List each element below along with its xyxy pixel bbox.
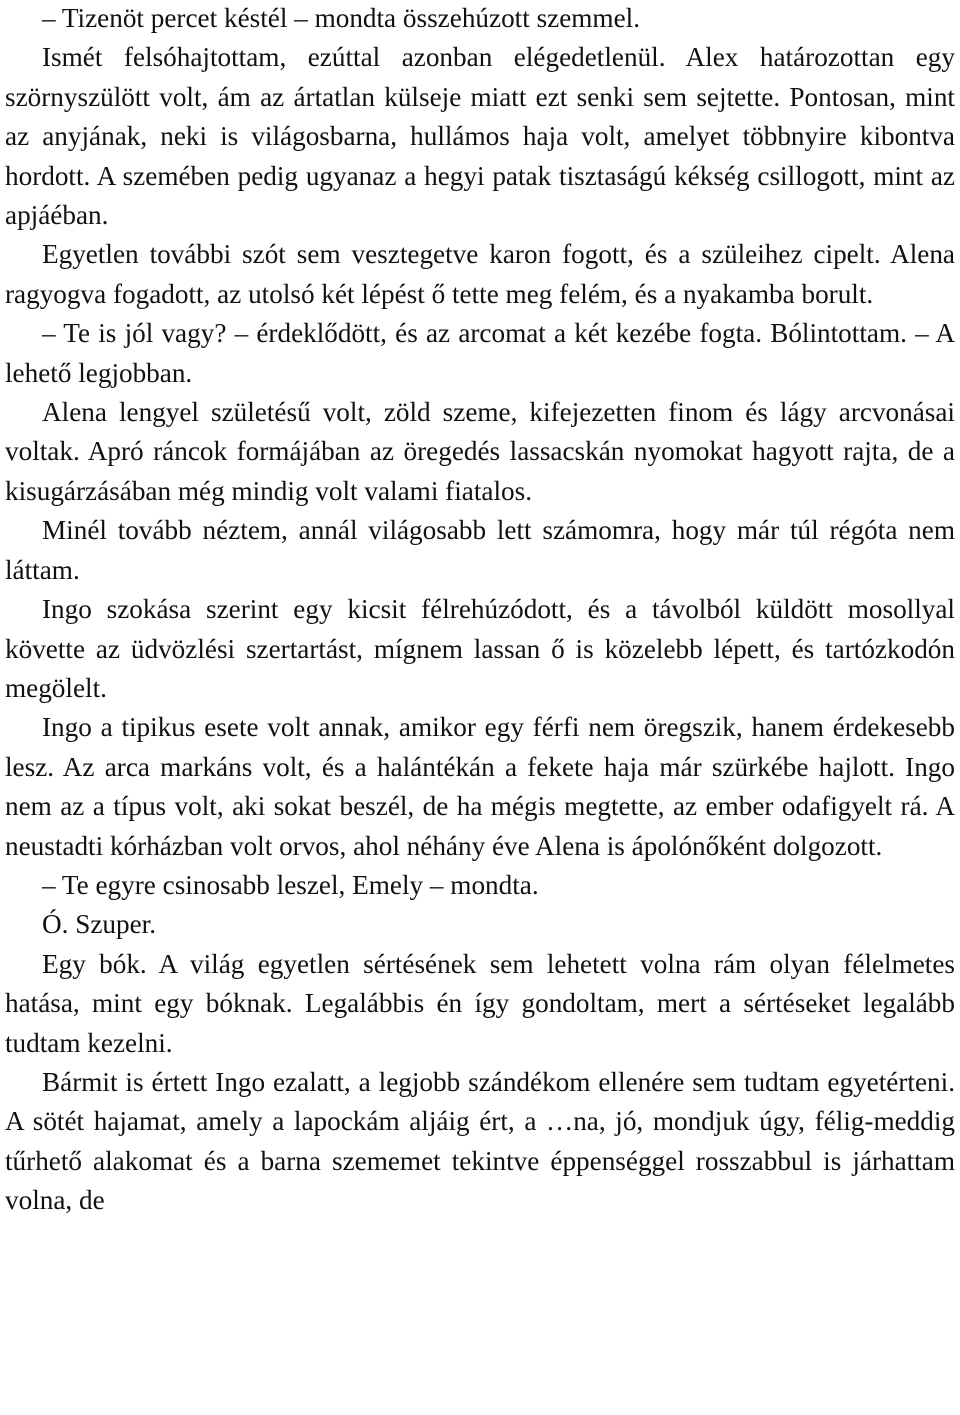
paragraph-11: Egy bók. A világ egyetlen sértésének sem lehetett volna rám olyan félelmetes hatása, mint egy bóknak. Legalábbis én így gondoltam, mert a sértéseket legalább tudtam kezelni. — [5, 948, 955, 1058]
paragraph-7: Ingo szokása szerint egy kicsit félrehúzódott, és a távolból küldött mosollyal követte az üdvözlési szertartást, mígnem lassan ő is közelebb lépett, és tartózkodón megölelt. — [5, 594, 955, 703]
paragraph-9: – Te egyre csinosabb leszel, Emely – mondta. — [42, 869, 539, 900]
paragraph-1: – Tizenöt percet késtél – mondta összehúzott szemmel. — [42, 3, 640, 33]
paragraph-3: Egyetlen további szót sem vesztegetve karon fogott, és a szüleihez cipelt. Alena ragyogva fogadott, az utolsó két lépést ő tette meg felém, és a nyakamba borult. — [5, 239, 955, 309]
paragraph-8: Ingo a tipikus esete volt annak, amikor egy férfi nem öregszik, hanem érdekesebb lesz. Az arca markáns volt, és a halántékán a fekete haja már szürkébe hajlott. Ingo nem az a típus volt, aki sokat beszél, de ha mégis megtette, az ember odafigyelt rá. A neustadti kórházban volt orvos, ahol néhány éve Alena is ápolónőként dolgozott. — [5, 712, 955, 861]
paragraph-2: Ismét felsóhajtottam, ezúttal azonban elégedetlenül. Alex határozottan egy szörnyszülött volt, ám az ártatlan külseje miatt ezt senki sem sejtette. Pontosan, mint az anyjának, neki is világosbarna, hullámos haja volt, amelyet többnyire kibontva hordott. A szemében pedig ugyanaz a hegyi patak tisztaságú kékség csillogott, mint az apjáéban. — [5, 42, 955, 231]
paragraph-5: Alena lengyel születésű volt, zöld szeme, kifejezetten finom és lágy arcvonásai voltak. Apró ráncok formájában az öregedés lassacskán nyomokat hagyott rajta, de a kisugárzásában még mindig volt valami fiatalos. — [5, 397, 955, 506]
paragraph-10: Ó. Szuper. — [42, 909, 157, 940]
paragraph-4: – Te is jól vagy? – érdeklődött, és az arcomat a két kezébe fogta. Bólintottam. – A lehető legjobban. — [5, 318, 955, 388]
paragraph-12: Bármit is értett Ingo ezalatt, a legjobb szándékom ellenére sem tudtam egyetérteni. A sötét hajamat, amely a lapockám aljáig ért, a …na, jó, mondjuk úgy, félig-meddig tűrhető alakomat és a barna szememet tekintve éppenséggel rosszabbul is járhattam volna, de — [5, 1066, 955, 1216]
paragraph-6: Minél tovább néztem, annál világosabb lett számomra, hogy már túl régóta nem láttam. — [5, 515, 955, 585]
